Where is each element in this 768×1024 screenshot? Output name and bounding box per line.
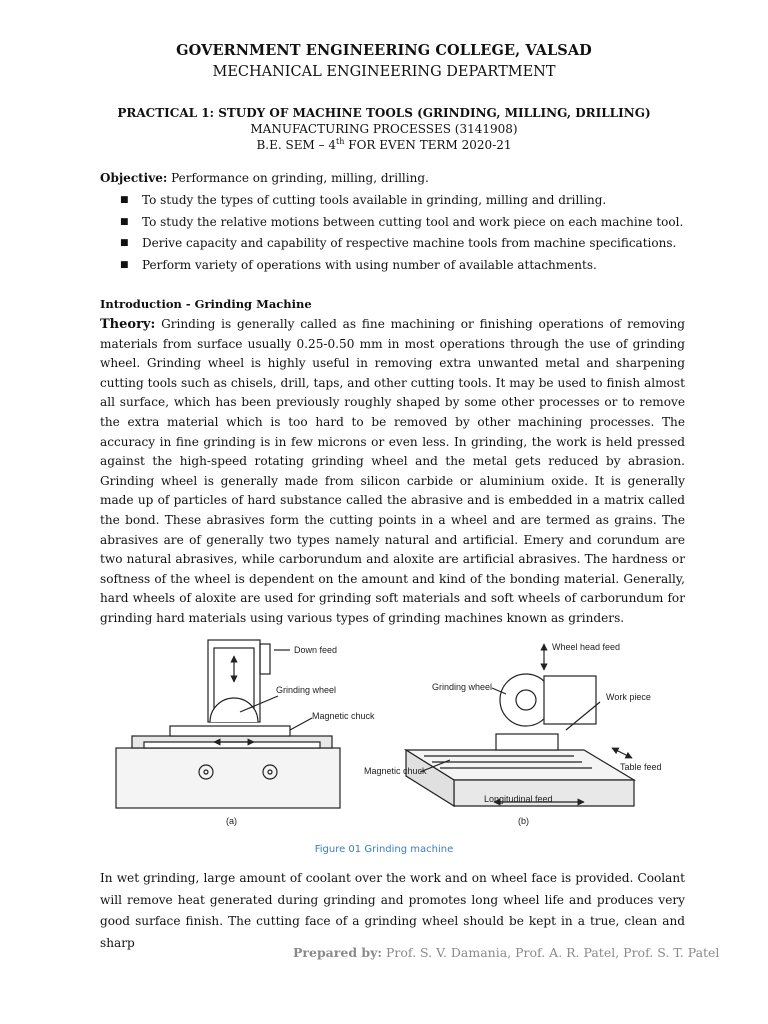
diagram-a bbox=[116, 640, 340, 808]
theory-paragraph bbox=[100, 315, 685, 629]
list-item-text: To study the types of cutting tools available in grinding, milling and drilling. bbox=[142, 193, 607, 207]
grinding-machine-figure bbox=[114, 630, 674, 830]
label-wheel-head-feed: Wheel head feed bbox=[552, 642, 621, 652]
label-work-piece: Work piece bbox=[606, 692, 651, 702]
college-title: GOVERNMENT ENGINEERING COLLEGE, VALSAD bbox=[176, 42, 592, 59]
list-item bbox=[100, 212, 683, 234]
label-tag-b: (b) bbox=[518, 816, 529, 826]
objective-text: Performance on grinding, milling, drilling. bbox=[167, 171, 429, 185]
bullet-icon: ■ bbox=[120, 238, 129, 248]
department-title: MECHANICAL ENGINEERING DEPARTMENT bbox=[212, 64, 556, 80]
theory-label: Theory: bbox=[100, 317, 156, 332]
list-item-text: To study the relative motions between cutting tool and work piece on each machine tool. bbox=[142, 214, 684, 229]
footer-names: Prof. S. V. Damania, Prof. A. R. Patel, Prof. S. T. Patel bbox=[382, 945, 720, 960]
list-item bbox=[100, 255, 683, 277]
footer-label: Prepared by: bbox=[293, 945, 383, 960]
objective-list bbox=[100, 190, 683, 276]
theory-text: Grinding is generally called as fine machining or finishing operations of removing materials from surface usually 0.25-0.50 mm in most operations through the use of grinding wheel. Grinding wheel is highly useful in removing extra unwanted metal and sharpening cutting tools such as chisels, drill, taps, and other cutting tools. It may be used to finish almost all surface, which has been previously roughly shaped by some other processes or to remove the extra material which is too hard to be removed by other machining processes. The accuracy in fine grinding is in few microns or even less. In grinding, the work is held pressed against the high-speed rotating grinding wheel and the metal gets reduced by abrasion. Grinding wheel is generally made from silicon carbide or aluminium oxide. It is generally made up of particles of hard substance called the abrasive and is embedded in a matrix called the bond. These abrasives form the cutting points in a wheel and are termed as grains. The abrasives are of generally two types namely natural and artificial. Emery and corundum are two natural abrasives, while carborundum and aloxite are artificial abrasives. The hardness or softness of the wheel is dependent on the amount and kind of the bonding material. Generally, hard wheels of aloxite are used for grinding soft materials and soft wheels of carborundum for grinding hard materials using various types of grinding machines known as grinders. bbox=[100, 317, 685, 625]
label-grinding-wheel-a: Grinding wheel bbox=[276, 685, 337, 695]
semester-prefix: B.E. SEM – 4 bbox=[256, 138, 337, 152]
list-item bbox=[100, 233, 683, 255]
bullet-icon: ■ bbox=[120, 195, 129, 205]
objective-label: Objective: bbox=[100, 171, 168, 185]
diagram-b bbox=[406, 644, 634, 806]
semester-line bbox=[0, 137, 768, 152]
section-heading: Introduction - Grinding Machine bbox=[100, 297, 312, 311]
label-magnetic-chuck-b: Magnetic chuck bbox=[364, 766, 427, 776]
semester-sup: th bbox=[336, 137, 345, 146]
label-tag-a: (a) bbox=[226, 816, 237, 826]
bullet-icon: ■ bbox=[120, 216, 129, 227]
footer-credits bbox=[293, 945, 719, 960]
label-down-feed: Down feed bbox=[294, 645, 338, 655]
semester-suffix: FOR EVEN TERM 2020-21 bbox=[344, 138, 512, 152]
label-longitudinal-feed: Longitudinal feed bbox=[484, 794, 553, 804]
list-item-text: Derive capacity and capability of respective machine tools from machine specifications. bbox=[142, 236, 677, 250]
bullet-icon: ■ bbox=[120, 259, 129, 270]
label-magnetic-chuck-a: Magnetic chuck bbox=[312, 711, 375, 721]
practical-title: PRACTICAL 1: STUDY OF MACHINE TOOLS (GRINDING, MILLING, DRILLING) bbox=[117, 106, 651, 120]
wet-grinding-paragraph: In wet grinding, large amount of coolant over the work and on wheel face is provided. Coolant will remove heat generated during grinding and promotes long wheel life and produces very good surface finish. The cutting face of a grinding wheel should be kept in a true, clean and sharp bbox=[100, 871, 685, 950]
list-item-text: Perform variety of operations with using number of available attachments. bbox=[142, 257, 597, 272]
label-grinding-wheel-b: Grinding wheel bbox=[432, 682, 493, 692]
subject-title: MANUFACTURING PROCESSES (3141908) bbox=[250, 122, 518, 136]
list-item bbox=[100, 190, 683, 212]
objective-line bbox=[100, 171, 429, 185]
label-table-feed: Table feed bbox=[620, 762, 662, 772]
figure-caption: Figure 01 Grinding machine bbox=[314, 844, 454, 855]
